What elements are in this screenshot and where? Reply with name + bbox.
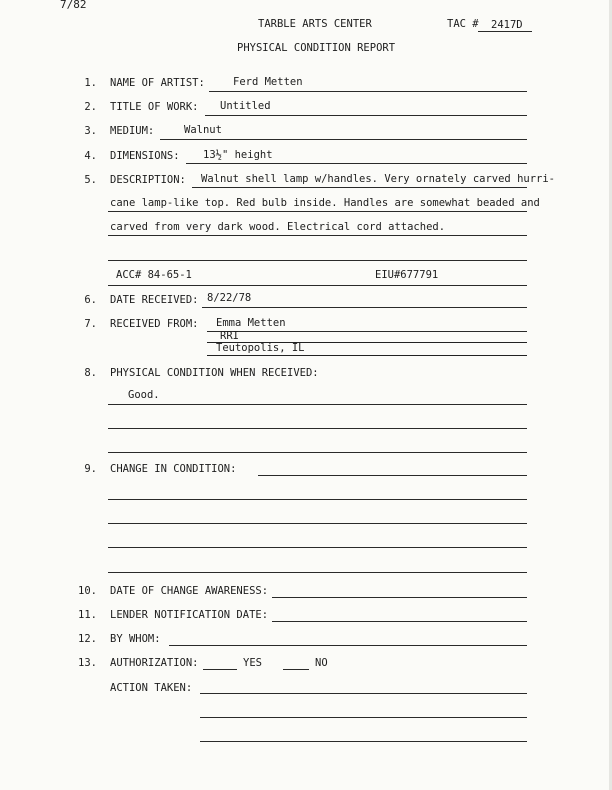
description-line-3: carved from very dark wood. Electrical cord attached. (110, 221, 446, 233)
field-number: 8. (84, 367, 97, 379)
accession-line (108, 285, 527, 286)
accession-number: ACC# 84-65-1 (116, 269, 192, 281)
authorization-no-line (283, 669, 309, 670)
dimensions-label: DIMENSIONS: (110, 150, 180, 162)
description-underline (108, 235, 527, 236)
authorization-label: AUTHORIZATION: (110, 657, 199, 669)
condition-line (108, 452, 527, 453)
field-number: 7. (84, 318, 97, 330)
condition-line (108, 428, 527, 429)
title-label: TITLE OF WORK: (110, 101, 199, 113)
change-date-label: DATE OF CHANGE AWARENESS: (110, 585, 269, 597)
institution-name: TARBLE ARTS CENTER (258, 18, 372, 30)
change-label: CHANGE IN CONDITION: (110, 463, 237, 475)
description-underline (108, 211, 527, 212)
field-number: 13. (78, 657, 97, 669)
title-line (205, 115, 527, 116)
authorization-no: NO (315, 657, 328, 669)
field-number: 2. (84, 101, 97, 113)
field-number: 1. (84, 77, 97, 89)
action-line (200, 717, 527, 718)
authorization-yes-line (203, 669, 237, 670)
medium-label: MEDIUM: (110, 125, 155, 137)
received-from-label: RECEIVED FROM: (110, 318, 199, 330)
lender-date-label: LENDER NOTIFICATION DATE: (110, 609, 269, 621)
change-line (108, 499, 527, 500)
description-label: DESCRIPTION: (110, 174, 186, 186)
date-received-label: DATE RECEIVED: (110, 294, 199, 306)
change-line (108, 572, 527, 573)
field-number: 5. (84, 174, 97, 186)
field-number: 3. (84, 125, 97, 137)
medium-line (160, 139, 527, 140)
description-underline (108, 260, 527, 261)
description-underline (192, 187, 527, 188)
field-number: 10. (78, 585, 97, 597)
tac-number: 2417D (491, 19, 523, 31)
field-number: 6. (84, 294, 97, 306)
received-from-line (207, 331, 527, 332)
medium-value: Walnut (184, 124, 222, 136)
form-date-code: 7/82 (60, 0, 87, 11)
action-line (200, 693, 527, 694)
dimensions-line (186, 163, 527, 164)
change-line (258, 475, 527, 476)
change-line (108, 523, 527, 524)
change-date-line (272, 597, 527, 598)
title-value: Untitled (220, 100, 271, 112)
date-received-value: 8/22/78 (207, 292, 252, 304)
report-title: PHYSICAL CONDITION REPORT (237, 42, 396, 54)
received-from-city: Teutopolis, IL (216, 342, 305, 354)
by-whom-line (169, 645, 527, 646)
condition-line (108, 404, 527, 405)
authorization-yes: YES (243, 657, 262, 669)
artist-value: Ferd Metten (233, 76, 303, 88)
dimensions-value: 13½" height (203, 149, 273, 161)
field-number: 9. (84, 463, 97, 475)
lender-date-line (272, 621, 527, 622)
eiu-number: EIU#677791 (375, 269, 439, 281)
artist-label: NAME OF ARTIST: (110, 77, 205, 89)
field-number: 4. (84, 150, 97, 162)
condition-received-label: PHYSICAL CONDITION WHEN RECEIVED: (110, 367, 319, 379)
field-number: 12. (78, 633, 97, 645)
description-line-2: cane lamp-like top. Red bulb inside. Handles are somewhat beaded and (110, 197, 540, 209)
received-from-name: Emma Metten (216, 317, 286, 329)
received-from-line (207, 355, 527, 356)
by-whom-label: BY WHOM: (110, 633, 161, 645)
tac-number-line (478, 31, 532, 32)
artist-line (209, 91, 527, 92)
field-number: 11. (78, 609, 97, 621)
condition-received-value: Good. (128, 389, 160, 401)
tac-label: TAC # (447, 18, 479, 30)
received-from-address: RRI (220, 330, 239, 342)
action-taken-label: ACTION TAKEN: (110, 682, 193, 694)
description-line-1: Walnut shell lamp w/handles. Very ornately carved hurri- (201, 173, 556, 185)
date-received-line (202, 307, 527, 308)
action-line (200, 741, 527, 742)
change-line (108, 547, 527, 548)
